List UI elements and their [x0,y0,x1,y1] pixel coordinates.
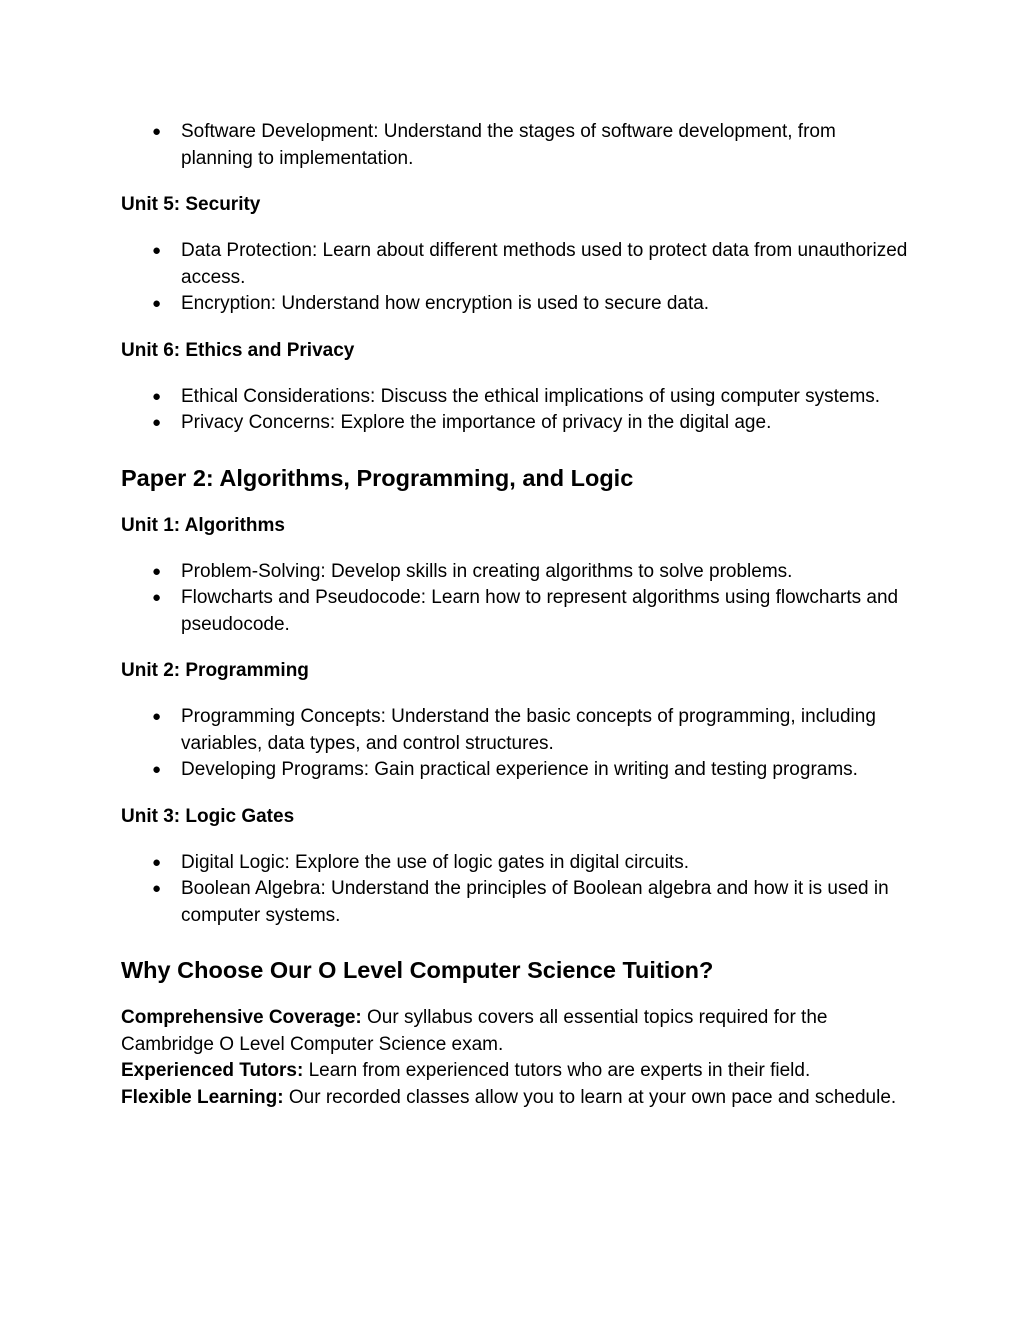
unit-heading: Unit 1: Algorithms [121,514,285,536]
why-point-text: Our recorded classes allow you to learn at your own pace and schedule. [283,1086,897,1108]
section-heading: Paper 2: Algorithms, Programming, and Logic [121,464,634,491]
unit-list [121,704,911,784]
why-point-label: Experienced Tutors: [121,1060,304,1081]
intro-list [121,119,911,172]
unit-list [121,559,911,639]
list-item: ● Flowcharts and Pseudocode: Learn how to represent algorithms using flowcharts and pseudocode. [181,585,911,638]
why-point-text: Learn from experienced tutors who are experts in their field. [303,1060,811,1081]
list-item: ● Privacy Concerns: Explore the importance of privacy in the digital age. [181,410,911,437]
why-point-label: Comprehensive Coverage: [121,1007,362,1028]
section-heading: Why Choose Our O Level Computer Science Tuition? [121,957,714,983]
list-item: ● Digital Logic: Explore the use of logic gates in digital circuits. [181,850,911,877]
list-item: ● Data Protection: Learn about different methods used to protect data from unauthorized access. [181,238,911,291]
unit-list [121,850,911,930]
unit-list [121,238,911,318]
list-item: ● Encryption: Understand how encryption is used to secure data. [181,291,911,318]
list-item: ● Problem-Solving: Develop skills in creating algorithms to solve problems. [181,559,911,586]
list-item: ● Ethical Considerations: Discuss the ethical implications of using computer systems. [181,384,911,411]
list-item: ● Developing Programs: Gain practical experience in writing and testing programs. [181,757,911,784]
unit-heading: Unit 2: Programming [121,660,309,681]
unit-heading: Unit 5: Security [121,194,261,215]
why-point-text: Our syllabus covers all essential topics required for the Cambridge O Level Computer Science exam. [121,1007,828,1055]
unit-list [121,384,911,437]
list-item: ● Programming Concepts: Understand the basic concepts of programming, including variables, data types, and control structures. [181,704,911,757]
list-item: ● Software Development: Understand the stages of software development, from planning to implementation. [181,119,911,172]
why-point [121,1085,911,1112]
unit-heading: Unit 6: Ethics and Privacy [121,339,355,361]
list-item: ● Boolean Algebra: Understand the principles of Boolean algebra and how it is used in computer systems. [181,876,911,929]
why-point [121,1005,911,1058]
page-content [121,119,911,1111]
why-point-label: Flexible Learning: [121,1086,284,1108]
why-points [121,1005,911,1111]
why-point [121,1058,911,1085]
unit-heading: Unit 3: Logic Gates [121,805,295,827]
